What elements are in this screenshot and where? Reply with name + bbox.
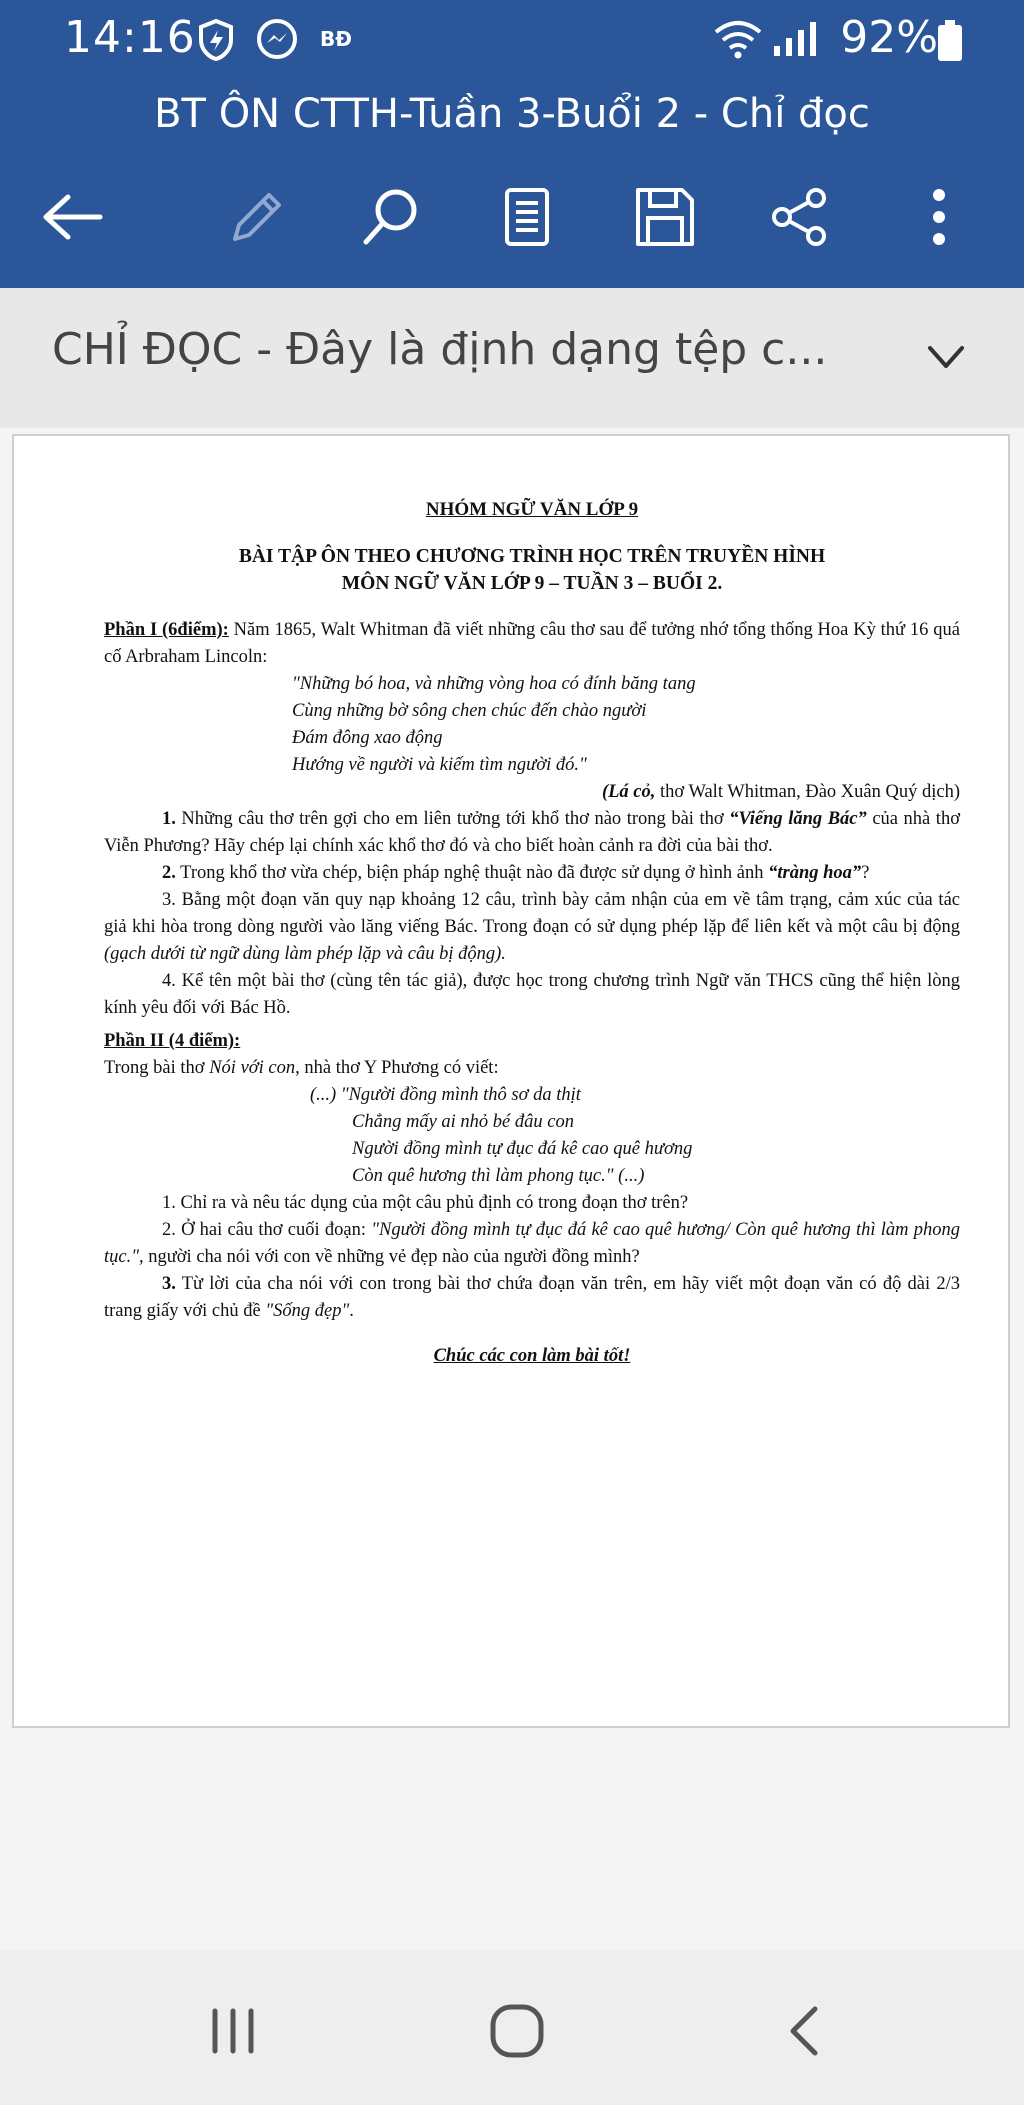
closing-line: Chúc các con làm bài tốt! <box>433 1346 631 1366</box>
poem-line: (...) "Người đồng mình thô sơ da thịt <box>310 1085 581 1105</box>
navigation-bar <box>0 1950 1024 2105</box>
q1-text-a: Những câu thơ trên gợi cho em liên tưởng tới khổ thơ nào trong bài thơ <box>175 809 730 829</box>
q1-number: 1. <box>162 809 176 829</box>
part1-question-2 <box>104 860 960 887</box>
reading-view-icon[interactable] <box>492 182 562 252</box>
q1-text-b: của nhà thơ Viễn Phương? Hãy chép lại chính xác khổ thơ đó và cho biết hoàn cảnh ra đời của bài thơ. <box>104 809 960 856</box>
part1-intro <box>104 617 960 671</box>
q2-text-a: Trong khổ thơ vừa chép, biện pháp nghệ thuật nào đã được sử dụng ở hình ảnh <box>175 863 769 883</box>
messenger-icon <box>256 18 298 64</box>
back-icon[interactable] <box>770 1996 840 2066</box>
p2q3-text-a: Từ lời của cha nói với con trong bài thơ chứa đoạn văn trên, em hãy viết một đoạn văn có độ dài 2/3 trang giấy với chủ đề <box>104 1274 960 1321</box>
part1-question-3 <box>104 887 960 968</box>
q3-note: (gạch dưới từ ngữ dùng làm phép lặp và câu bị động). <box>104 944 506 964</box>
part2-poem-title: Nói với con <box>209 1058 296 1078</box>
part2-question-3 <box>104 1271 960 1325</box>
part1-intro-text: Năm 1865, Walt Whitman đã viết những câu thơ sau để tưởng nhớ tổng thống Hoa Kỳ thứ 16 quá cố Arbraham Lincoln: <box>104 620 960 667</box>
poem-line: "Những bó hoa, và những vòng hoa có đính băng tang <box>292 674 696 694</box>
notification-icon <box>318 18 358 62</box>
part1-question-4: 4. Kể tên một bài thơ (cùng tên tác giả), được học trong chương trình Ngữ văn THCS cũng thể hiện lòng kính yêu đối với Bác Hồ. <box>104 971 960 1018</box>
search-icon[interactable] <box>356 182 426 252</box>
q2-number: 2. <box>162 863 176 883</box>
part2-heading: Phần II (4 điểm): <box>104 1031 241 1051</box>
svg-text:BĐ: BĐ <box>320 27 353 51</box>
q2-text-b: ? <box>861 863 870 883</box>
title-line-2: MÔN NGỮ VĂN LỚP 9 – TUẦN 3 – BUỔI 2. <box>341 573 723 594</box>
p2q3-number: 3. <box>162 1274 176 1294</box>
p2q3-text-b: . <box>349 1301 354 1321</box>
chevron-down-icon[interactable] <box>924 340 968 376</box>
title-line-1: BÀI TẬP ÔN THEO CHƯƠNG TRÌNH HỌC TRÊN TRUYỀN HÌNH <box>238 546 826 567</box>
status-time: 14:16 <box>64 12 196 63</box>
document-page[interactable] <box>12 434 1010 1728</box>
home-icon[interactable] <box>482 1996 552 2066</box>
shield-icon <box>196 18 236 66</box>
part2-question-1: 1. Chỉ ra và nêu tác dụng của một câu phủ định có trong đoạn thơ trên? <box>162 1193 689 1213</box>
read-only-banner-text: CHỈ ĐỌC - Đây là định dạng tệp c... <box>52 324 828 375</box>
document-title: BT ÔN CTTH-Tuần 3-Buổi 2 - Chỉ đọc <box>154 91 870 137</box>
read-only-banner[interactable] <box>0 288 1024 428</box>
save-icon[interactable] <box>630 182 700 252</box>
battery-icon <box>936 20 964 66</box>
p2q2-text-a: 2. Ở hai câu thơ cuối đoạn: <box>162 1220 372 1240</box>
document-content <box>104 496 960 1370</box>
wifi-icon <box>712 16 764 64</box>
poem-line: Hướng về người và kiếm tìm người đó." <box>292 755 587 775</box>
recent-apps-icon[interactable] <box>198 1996 268 2066</box>
p2q2-quote: "Người đồng mình tự đục đá kê cao quê hương/ Còn quê hương thì làm phong tục." <box>104 1220 960 1267</box>
battery-percent: 92% <box>840 12 938 63</box>
part2-intro-a: Trong bài thơ <box>104 1058 210 1078</box>
group-heading: NHÓM NGỮ VĂN LỚP 9 <box>425 499 639 520</box>
share-icon[interactable] <box>764 182 834 252</box>
p2q2-text-b: , người cha nói với con về những vẻ đẹp nào của người đồng mình? <box>139 1247 640 1267</box>
app-bar <box>0 0 1024 288</box>
poem-line: Người đồng mình tự đục đá kê cao quê hương <box>352 1139 693 1159</box>
part1-question-1 <box>104 806 960 860</box>
poem-source-title: (Lá cỏ, <box>601 782 656 802</box>
signal-icon <box>770 18 816 62</box>
back-arrow-icon[interactable] <box>38 182 108 252</box>
poem-line: Còn quê hương thì làm phong tục." (...) <box>352 1166 645 1186</box>
part2-intro <box>104 1055 960 1082</box>
status-bar <box>0 0 1024 84</box>
p2q3-topic: "Sống đẹp" <box>265 1301 350 1321</box>
part2-intro-b: , nhà thơ Y Phương có viết: <box>295 1058 499 1078</box>
poem-line: Chẳng mấy ai nhỏ bé đâu con <box>352 1112 574 1132</box>
poem-source-rest: thơ Walt Whitman, Đào Xuân Quý dịch) <box>655 782 960 802</box>
poem-source <box>104 779 960 806</box>
part1-heading: Phần I (6điểm): <box>104 620 229 640</box>
poem-line: Cùng những bờ sông chen chúc đến chào người <box>292 701 647 721</box>
q1-poem-title: “Viếng lăng Bác” <box>729 809 867 829</box>
toolbar <box>0 172 1024 258</box>
poem-line: Đám đông xao động <box>292 728 443 748</box>
q2-image: “tràng hoa” <box>768 863 862 883</box>
edit-pencil-icon[interactable] <box>222 182 292 252</box>
part2-question-2 <box>104 1217 960 1271</box>
q3-text: 3. Bằng một đoạn văn quy nạp khoảng 12 câu, trình bày cảm nhận của em về tâm trạng, cảm xúc của tác giả khi hòa trong dòng người vào lăng viếng Bác. Trong đoạn có sử dụng phép lặp để liên kết và một câu bị động <box>104 890 960 937</box>
more-options-icon[interactable] <box>904 182 974 252</box>
